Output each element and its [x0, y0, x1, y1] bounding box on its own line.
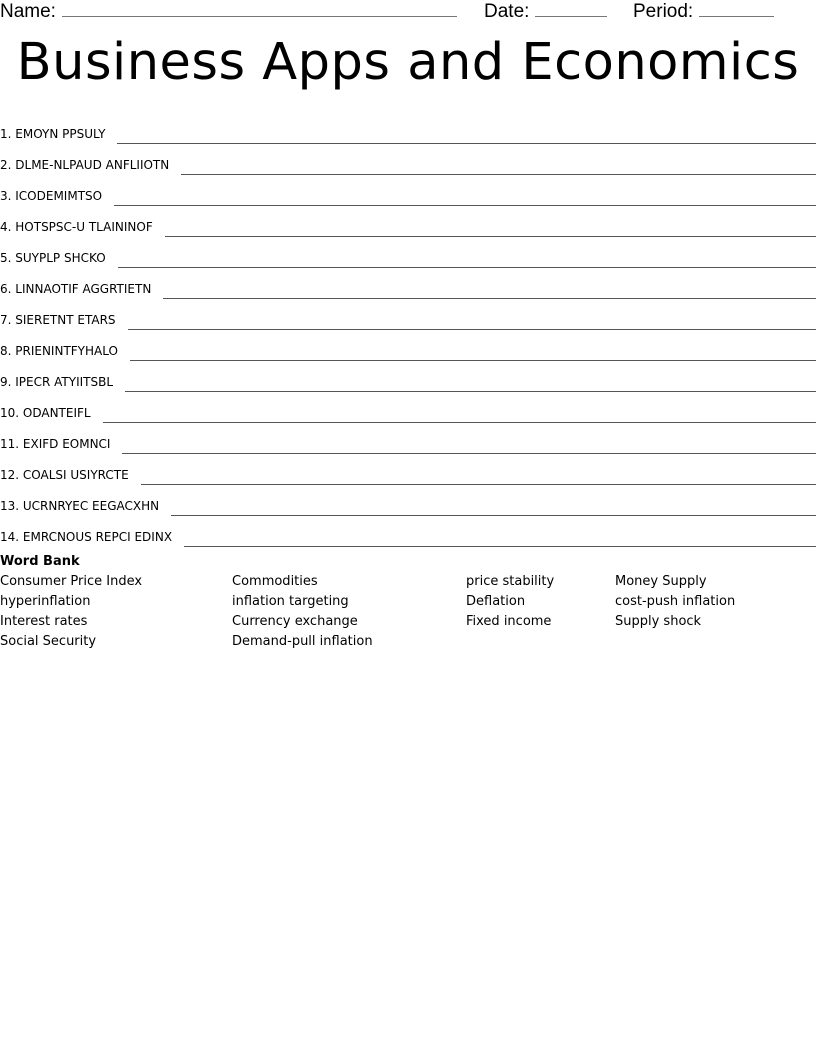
- puzzle-row: [0, 267, 816, 298]
- puzzle-row: [0, 515, 816, 546]
- scrambled-word: 14. EMRCNOUS REPCI EDINX: [0, 530, 173, 544]
- puzzle-row: [0, 484, 816, 515]
- answer-line[interactable]: [128, 313, 816, 330]
- word-bank-item: Social Security: [0, 634, 97, 649]
- word-bank-item: inflation targeting: [232, 594, 349, 609]
- word-bank-item: Consumer Price Index: [0, 574, 143, 589]
- word-bank-column: [0, 573, 142, 653]
- name-field: [0, 0, 457, 22]
- word-bank-item: Currency exchange: [232, 614, 358, 629]
- scrambled-word: 4. HOTSPSC-U TLAININOF: [0, 220, 153, 234]
- puzzle-row: [0, 298, 816, 329]
- scrambled-word: 10. ODANTEIFL: [0, 406, 91, 420]
- scrambled-word: 7. SIERETNT ETARS: [0, 313, 116, 327]
- date-field: [484, 0, 607, 22]
- answer-line[interactable]: [118, 251, 816, 268]
- date-label: Date:: [484, 1, 530, 22]
- word-bank-item: hyperinflation: [0, 594, 91, 609]
- scrambled-word: 1. EMOYN PPSULY: [0, 127, 106, 141]
- page-title: Business Apps and Economics: [16, 33, 800, 92]
- name-label: Name:: [0, 1, 56, 22]
- word-bank-item: Interest rates: [0, 614, 88, 629]
- period-field: [633, 0, 774, 22]
- scrambled-word: 12. COALSI USIYRCTE: [0, 468, 129, 482]
- word-bank-column: [232, 573, 373, 653]
- scrambled-word: 8. PRIENINTFYHALO: [0, 344, 118, 358]
- puzzle-row: [0, 360, 816, 391]
- header: [0, 0, 816, 24]
- puzzle-row: [0, 112, 816, 143]
- word-bank-grid: [0, 573, 816, 663]
- puzzle-row: [0, 143, 816, 174]
- answer-line[interactable]: [130, 344, 816, 361]
- puzzle-row: [0, 391, 816, 422]
- puzzle-row: [0, 422, 816, 453]
- answer-line[interactable]: [122, 437, 816, 454]
- puzzle-row: [0, 205, 816, 236]
- answer-line[interactable]: [184, 530, 816, 547]
- word-bank-item: Deflation: [466, 594, 526, 609]
- scrambled-word: 3. ICODEMIMTSO: [0, 189, 103, 203]
- word-bank-item: Demand-pull inflation: [232, 634, 373, 649]
- word-bank-item: cost-push inflation: [615, 594, 736, 609]
- period-blank[interactable]: [699, 0, 774, 17]
- answer-line[interactable]: [181, 158, 816, 175]
- scrambled-word: 2. DLME-NLPAUD ANFLIIOTN: [0, 158, 170, 172]
- answer-line[interactable]: [125, 375, 816, 392]
- word-bank-item: Money Supply: [615, 574, 707, 589]
- word-bank-item: Fixed income: [466, 614, 552, 629]
- answer-line[interactable]: [114, 189, 816, 206]
- word-bank: [0, 553, 816, 663]
- name-blank[interactable]: [62, 0, 457, 17]
- word-bank-column: [466, 573, 554, 633]
- answer-line[interactable]: [103, 406, 816, 423]
- scrambled-word: 11. EXIFD EOMNCI: [0, 437, 111, 451]
- puzzle-row: [0, 236, 816, 267]
- puzzle-row: [0, 174, 816, 205]
- period-label: Period:: [633, 1, 694, 22]
- scrambled-word: 13. UCRNRYEC EEGACXHN: [0, 499, 160, 513]
- puzzle-row: [0, 453, 816, 484]
- answer-line[interactable]: [171, 499, 816, 516]
- answer-line[interactable]: [141, 468, 816, 485]
- word-bank-item: Supply shock: [615, 614, 702, 629]
- scrambled-word: 9. IPECR ATYIITSBL: [0, 375, 114, 389]
- answer-line[interactable]: [165, 220, 816, 237]
- answer-line[interactable]: [117, 127, 816, 144]
- word-bank-item: price stability: [466, 574, 555, 589]
- puzzle-row: [0, 329, 816, 360]
- word-bank-title: Word Bank: [0, 554, 80, 569]
- word-bank-column: [615, 573, 735, 633]
- scrambled-word: 6. LINNAOTIF AGGRTIETN: [0, 282, 152, 296]
- answer-line[interactable]: [163, 282, 816, 299]
- word-bank-item: Commodities: [232, 574, 318, 589]
- puzzle-list: [0, 112, 816, 546]
- scrambled-word: 5. SUYPLP SHCKO: [0, 251, 106, 265]
- date-blank[interactable]: [535, 0, 607, 17]
